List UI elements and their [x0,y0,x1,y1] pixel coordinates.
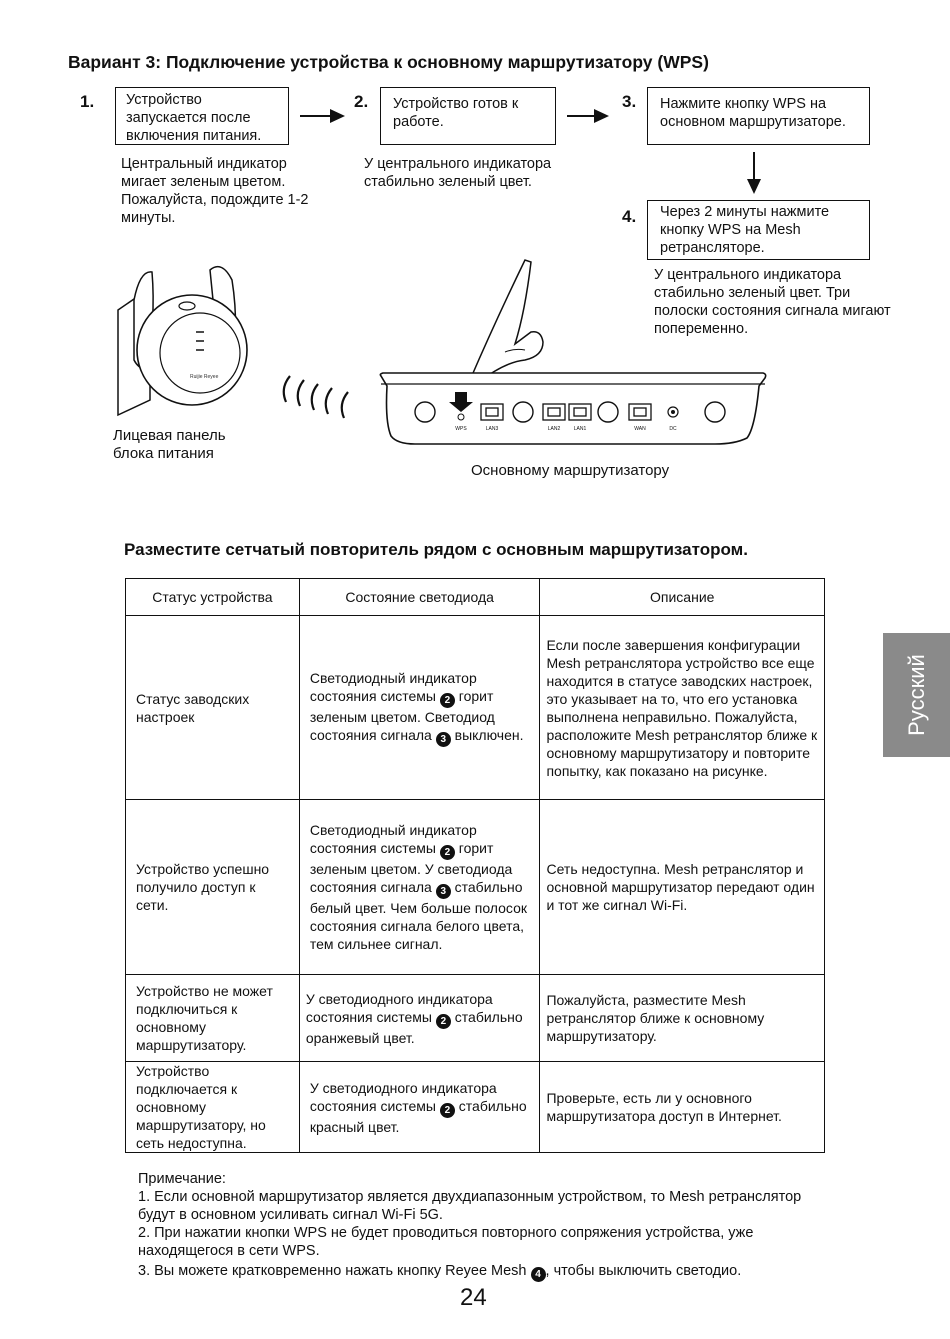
step-3-box: Нажмите кнопку WPS на основном маршрутизаторе. [647,87,870,145]
router-illustration [375,252,770,452]
circled-number-3-icon: 3 [436,884,451,899]
cell-status: Устройство успешно получило доступ к сети. [126,800,300,975]
note-item: 3. Вы можете кратковременно нажать кнопку Reyee Mesh 4 , чтобы выключить светодио. [138,1263,742,1280]
step-1-number: 1. [80,92,95,111]
header-led-state: Состояние светодиода [299,579,540,616]
circled-number-2-icon: 2 [440,845,455,860]
language-tab [883,633,950,757]
table-row [126,1062,825,1153]
table-row [126,800,825,975]
port-label-lan2: LAN2 [547,426,561,432]
notes-block [138,1170,838,1282]
table-header-row [126,579,825,616]
cell-led: Светодиодный индикатор состояния системы 2 горит зеленым цветом. Светодиод состояния сигнала 3 выключен. [299,616,540,800]
router-caption: Основному маршрутизатору [471,462,670,479]
cell-description: Если после завершения конфигурации Mesh ретранслятора устройство все еще находится в статусе заводских настроек, это указывает на то, что его установка выполнена неправильно. Пожалуйста, расположите Mesh ретранслятор ближе к основному маршрутизатору и повторите попытку, как показано на рисунке. [540,616,825,800]
step-1-caption: Центральный индикатор мигает зеленым цветом. Пожалуйста, подождите 1-2 минуты. [121,156,309,226]
note-item: 2. При нажатии кнопки WPS не будет проводиться повторного сопряжения устройства, уже находящегося в сети WPS. [138,1225,754,1259]
step-4-number: 4. [622,207,637,226]
cell-led: Светодиодный индикатор состояния системы 2 горит зеленым цветом. У светодиода состояния сигнала 3 стабильно белый цвет. Чем больше полосок состояния сигнала белого цвета, тем сильнее сигнал. [299,800,540,975]
header-description: Описание [540,579,825,616]
step-2-caption: У центрального индикатора стабильно зеленый цвет. [364,156,552,190]
cell-status: Устройство подключается к основному маршрутизатору, но сеть недоступна. [126,1062,300,1153]
circled-number-3-icon: 3 [436,732,451,747]
port-label-wps: WPS [455,426,467,432]
arrow-3-to-4 [747,152,761,194]
wifi-signal-icon [272,368,372,428]
step-4-box: Через 2 минуты нажмите кнопку WPS на Mesh ретрансляторе. [647,200,870,260]
circled-number-4-icon: 4 [531,1267,546,1282]
cell-status: Статус заводских настроек [126,616,300,800]
port-label-wan: WAN [634,426,646,432]
port-label-dc: DC [669,426,677,432]
step-2-number: 2. [354,92,369,111]
cell-description: Пожалуйста, разместите Mesh ретранслятор ближе к основному маршрутизатору. [540,975,825,1062]
page-title: Вариант 3: Подключение устройства к основному маршрутизатору (WPS) [68,52,709,72]
page-number: 24 [460,1284,487,1311]
mesh-repeater-illustration [110,250,250,420]
repeater-caption: Лицевая панель блока питания [113,427,226,462]
notes-heading: Примечание: [138,1171,226,1187]
language-tab-label: Русский [903,654,929,736]
cell-led: У светодиодного индикатора состояния системы 2 стабильно красный цвет. [299,1062,540,1153]
header-device-status: Статус устройства [126,579,300,616]
step-1-box: Устройство запускается после включения питания. [115,87,289,145]
circled-number-2-icon: 2 [440,1103,455,1118]
cell-description: Сеть недоступна. Mesh ретранслятор и основной маршрутизатор передают один и тот же сигнал Wi-Fi. [540,800,825,975]
section-subtitle: Разместите сетчатый повторитель рядом с основным маршрутизатором. [124,540,748,559]
table-row [126,975,825,1062]
circled-number-2-icon: 2 [436,1014,451,1029]
port-label-lan3: LAN3 [485,426,499,432]
step-3-number: 3. [622,92,637,111]
circled-number-2-icon: 2 [440,693,455,708]
cell-status: Устройство не может подключиться к основному маршрутизатору. [126,975,300,1062]
port-label-lan1: LAN1 [573,426,587,432]
arrow-1-to-2 [300,109,345,123]
step-4-caption: У центрального индикатора стабильно зеленый цвет. Три полоски состояния сигнала мигают попеременно. [654,267,891,337]
cell-description: Проверьте, есть ли у основного маршрутизатора доступ в Интернет. [540,1062,825,1153]
arrow-2-to-3 [567,109,609,123]
table-row [126,616,825,800]
note-item: 1. Если основной маршрутизатор является двухдиапазонным устройством, то Mesh ретранслятор будут в основном усиливать сигнал Wi-Fi 5G. [138,1189,802,1223]
step-2-box: Устройство готов к работе. [380,87,556,145]
cell-led: У светодиодного индикатора состояния системы 2 стабильно оранжевый цвет. [299,975,540,1062]
led-status-table [125,578,825,1153]
repeater-logo: Ruijie Reyee [190,374,219,380]
